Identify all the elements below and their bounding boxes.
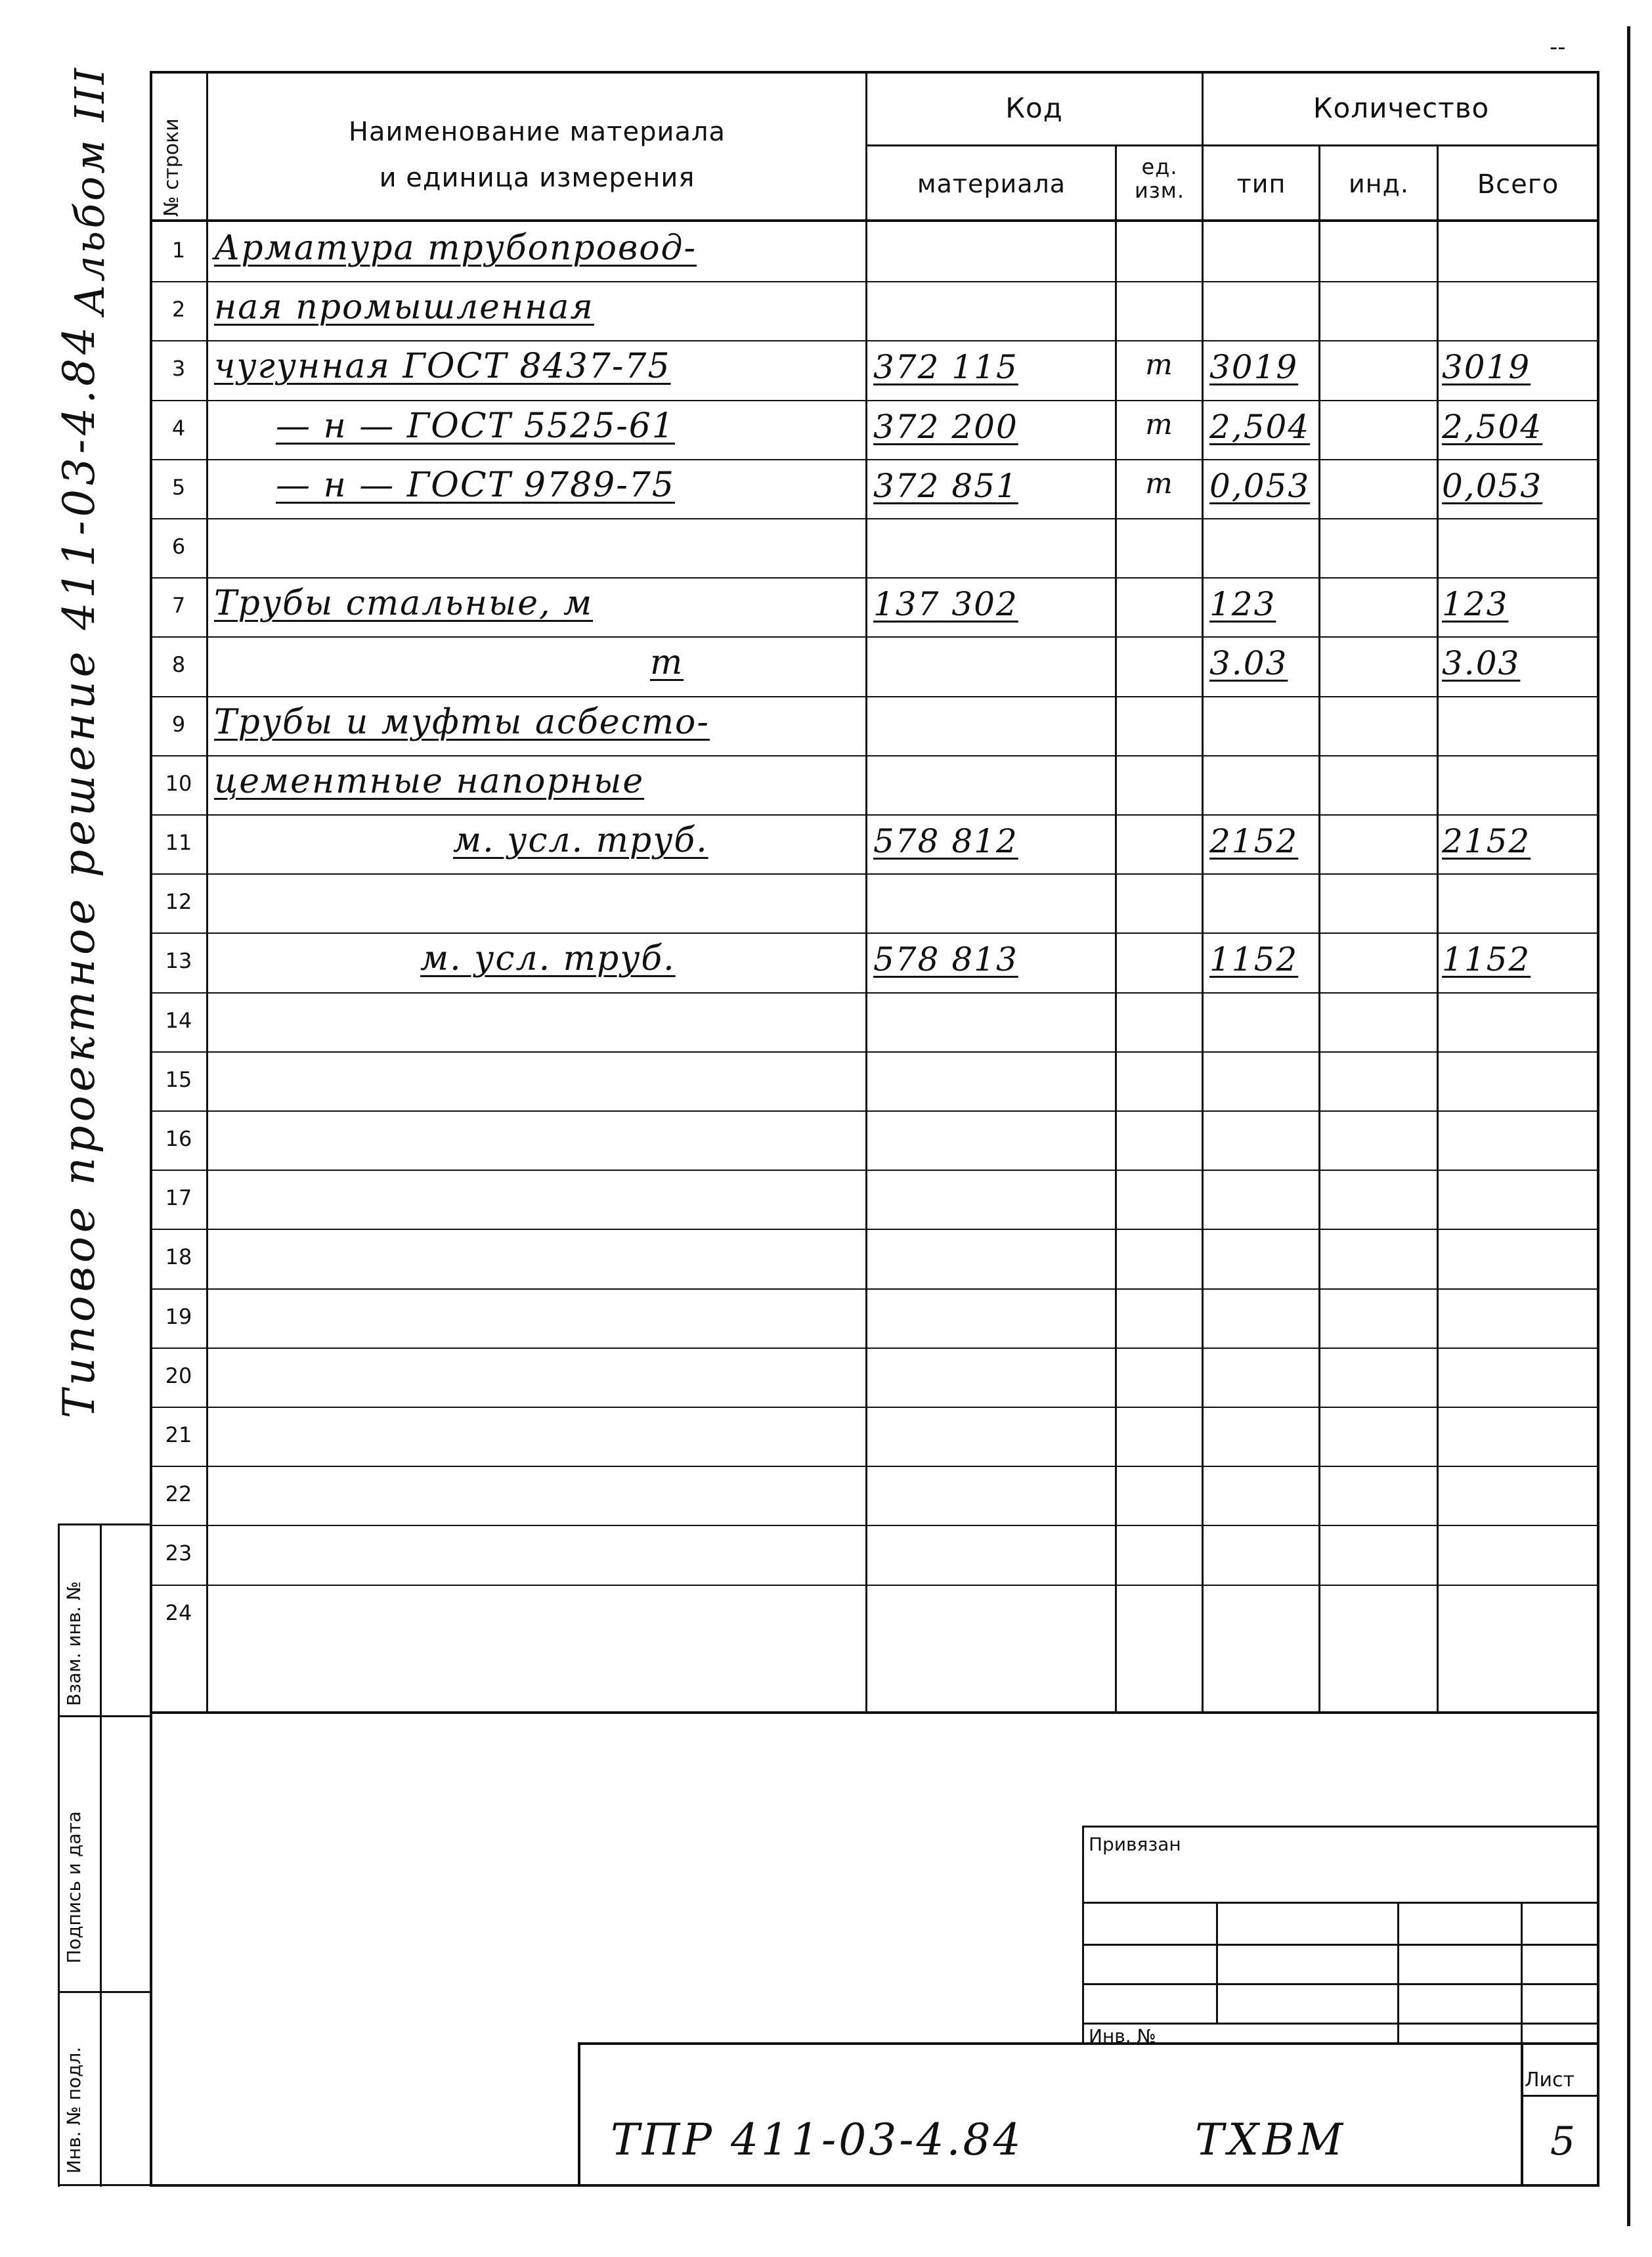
header-code: Код bbox=[1005, 92, 1063, 124]
row-separator bbox=[152, 281, 1598, 282]
header-code-material: материала bbox=[917, 169, 1066, 198]
header-name-line2: и единица измерения bbox=[379, 163, 695, 193]
frame-bottom bbox=[150, 2184, 1599, 2187]
row-separator bbox=[152, 696, 1598, 697]
row-number: 22 bbox=[165, 1481, 192, 1506]
row-separator bbox=[152, 400, 1598, 401]
header-sub-line bbox=[865, 144, 1597, 146]
stamp-div-1 bbox=[58, 1715, 151, 1717]
row-number: 8 bbox=[171, 652, 186, 677]
row-number: 21 bbox=[165, 1422, 192, 1447]
tb-sheet-left bbox=[1521, 2042, 1523, 2187]
row-separator bbox=[152, 873, 1598, 875]
row-separator bbox=[152, 755, 1598, 756]
row-type: 0,053 bbox=[1209, 467, 1311, 505]
row-number: 2 bbox=[171, 297, 186, 322]
tb-top bbox=[1082, 1826, 1599, 1828]
row-separator bbox=[152, 1348, 1598, 1349]
row-name: м. усл. труб. bbox=[453, 821, 708, 860]
row-number: 17 bbox=[165, 1185, 192, 1210]
stamp-col-left bbox=[58, 1523, 60, 2187]
row-type: 2,504 bbox=[1209, 408, 1311, 446]
col-line-ind bbox=[1437, 144, 1439, 1713]
tb-privyazan: Привязан bbox=[1089, 1833, 1181, 1855]
row-type: 2152 bbox=[1209, 822, 1299, 860]
row-name: цементные напорные bbox=[214, 762, 645, 801]
row-number: 14 bbox=[165, 1008, 192, 1033]
row-unit: т bbox=[1145, 348, 1174, 382]
header-q-ind: инд. bbox=[1349, 169, 1409, 198]
row-number: 23 bbox=[165, 1541, 192, 1566]
margin-album-text: Альбом III bbox=[66, 66, 114, 315]
row-separator bbox=[152, 1170, 1598, 1171]
row-total: 2152 bbox=[1442, 822, 1531, 860]
row-separator bbox=[152, 1051, 1598, 1053]
row-total: 3019 bbox=[1442, 348, 1531, 386]
tb-doc-code: ТПР 411-03-4.84 bbox=[611, 2115, 1024, 2165]
row-type: 1152 bbox=[1209, 940, 1299, 978]
row-total: 1152 bbox=[1442, 940, 1531, 978]
stamp-col-sep bbox=[100, 1523, 102, 2187]
row-number: 9 bbox=[171, 712, 186, 737]
margin-left-text: Типовое проектное решение 411-03-4.84 bbox=[54, 322, 104, 1418]
row-total: 123 bbox=[1442, 585, 1509, 623]
row-number: 6 bbox=[171, 534, 186, 559]
stamp-label-podpis: Подпись и дата bbox=[63, 1811, 85, 1963]
header-bottom-line bbox=[150, 219, 1599, 222]
stamp-bottom bbox=[58, 2184, 151, 2186]
tb-c1 bbox=[1216, 1902, 1218, 2023]
tb-sheet-mid bbox=[1521, 2095, 1599, 2097]
row-separator bbox=[152, 459, 1598, 460]
tb-left bbox=[1082, 1826, 1084, 2042]
row-separator bbox=[152, 1525, 1598, 1526]
row-number: 1 bbox=[171, 238, 186, 263]
row-type: 3019 bbox=[1209, 348, 1299, 386]
row-name: ная промышленная bbox=[214, 288, 594, 327]
row-number: 24 bbox=[165, 1600, 192, 1625]
row-number: 4 bbox=[171, 416, 186, 441]
tb-mark: ТХВМ bbox=[1195, 2115, 1347, 2165]
row-number: 19 bbox=[165, 1304, 192, 1329]
row-name: Трубы и муфты асбесто- bbox=[214, 703, 710, 742]
header-unit bbox=[1116, 155, 1203, 202]
row-number: 11 bbox=[165, 830, 192, 855]
row-separator bbox=[152, 340, 1598, 341]
row-name: м. усл. труб. bbox=[420, 939, 676, 978]
tb-main-left bbox=[578, 2042, 580, 2187]
row-code: 372 200 bbox=[873, 408, 1018, 446]
row-separator bbox=[152, 577, 1598, 579]
row-number: 16 bbox=[165, 1126, 192, 1151]
header-quantity: Количество bbox=[1313, 92, 1490, 124]
stamp-label-vzam: Взам. инв. № bbox=[63, 1581, 85, 1706]
row-separator bbox=[152, 1466, 1598, 1467]
row-code: 372 115 bbox=[873, 348, 1018, 386]
row-name: чугунная ГОСТ 8437-75 bbox=[214, 347, 671, 386]
row-type: 123 bbox=[1209, 585, 1276, 623]
row-separator bbox=[152, 932, 1598, 934]
row-name: т bbox=[650, 643, 684, 682]
stamp-col-top bbox=[58, 1523, 151, 1525]
row-number: 12 bbox=[165, 889, 192, 914]
header-row-no: № строки bbox=[160, 118, 183, 217]
row-name: Арматура трубопровод- bbox=[214, 229, 697, 268]
table-bottom-line bbox=[150, 1711, 1599, 1714]
header-name-line1: Наименование материала bbox=[348, 117, 726, 147]
tb-inv-no: Инв. № bbox=[1089, 2025, 1156, 2047]
row-number: 5 bbox=[171, 475, 186, 500]
row-separator bbox=[152, 1288, 1598, 1290]
row-code: 578 812 bbox=[873, 822, 1018, 860]
row-total: 0,053 bbox=[1442, 467, 1543, 505]
row-total: 3.03 bbox=[1442, 644, 1521, 682]
row-unit: т bbox=[1145, 408, 1174, 441]
row-separator bbox=[152, 814, 1598, 816]
header-q-type: тип bbox=[1236, 169, 1286, 198]
row-number: 10 bbox=[165, 771, 192, 796]
row-number: 18 bbox=[165, 1244, 192, 1269]
row-type: 3.03 bbox=[1209, 644, 1288, 682]
row-total: 2,504 bbox=[1442, 408, 1543, 446]
row-separator bbox=[152, 518, 1598, 519]
row-code: 372 851 bbox=[873, 467, 1018, 505]
row-separator bbox=[152, 1229, 1598, 1230]
corner-mark: -- bbox=[1550, 34, 1566, 60]
row-number: 3 bbox=[171, 356, 186, 381]
row-separator bbox=[152, 1110, 1598, 1112]
row-code: 578 813 bbox=[873, 940, 1018, 978]
tb-c3 bbox=[1521, 1902, 1523, 2042]
row-number: 13 bbox=[165, 948, 192, 973]
tb-c2 bbox=[1397, 1902, 1399, 2042]
row-number: 7 bbox=[171, 593, 186, 618]
row-number: 15 bbox=[165, 1067, 192, 1092]
header-unit-text: ед. изм. bbox=[1134, 154, 1185, 203]
row-code: 137 302 bbox=[873, 585, 1018, 623]
row-separator bbox=[152, 992, 1598, 994]
row-separator bbox=[152, 1407, 1598, 1408]
stamp-label-inv: Инв. № подл. bbox=[63, 2046, 85, 2174]
row-separator bbox=[152, 1585, 1598, 1586]
row-separator bbox=[152, 636, 1598, 638]
tb-sheet-no: 5 bbox=[1550, 2118, 1576, 2164]
tb-sheet-label: Лист bbox=[1525, 2069, 1575, 2092]
row-unit: т bbox=[1145, 467, 1174, 500]
row-name: — н — ГОСТ 9789-75 bbox=[276, 466, 675, 505]
stamp-div-2 bbox=[58, 1991, 151, 1993]
row-name: Трубы стальные, м bbox=[214, 584, 594, 623]
header-q-total: Всего bbox=[1477, 169, 1559, 200]
row-name: — н — ГОСТ 5525-61 bbox=[276, 406, 675, 446]
page-edge-right bbox=[1627, 26, 1630, 2226]
row-number: 20 bbox=[165, 1363, 192, 1388]
